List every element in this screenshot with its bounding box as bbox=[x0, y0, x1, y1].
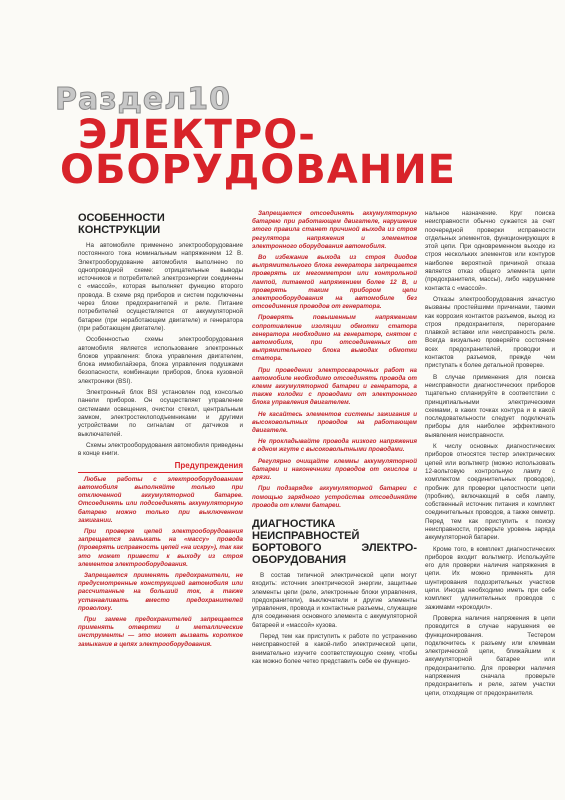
text-column-2 bbox=[252, 210, 417, 790]
warning-paragraph: Не прокладывайте провода низкого напряжения в одном жгуте с высоковольтными проводами. bbox=[252, 438, 417, 454]
warning-paragraph: Во избежание выхода из строя диодов выпрямительного блока генератора запрещается проверять их мегомметром или контрольной лампой, питаемой напряжением более 12 В, и проверять таким прибором цепи электрооборудования на автомобиле без отсоединения проводов от генератора. bbox=[252, 254, 417, 311]
chapter-title-line2: ОБОРУДОВАНИЕ bbox=[60, 147, 457, 193]
warnings-block bbox=[78, 476, 243, 649]
warnings-block-continued bbox=[252, 210, 417, 510]
paragraph: Схемы электрооборудования автомобиля приведены в конце книги. bbox=[78, 441, 243, 458]
chapter-title-line1: ЭЛЕКТРО- bbox=[78, 112, 316, 158]
warning-paragraph: При проведении электросварочных работ на автомобиле необходимо отсоединять провода от клемм аккумуляторной батареи и генератора, а также колодки с проводами от электронного блока управления двигателем. bbox=[252, 366, 417, 407]
warning-paragraph: Регулярно очищайте клеммы аккумуляторной батареи и наконечники проводов от окислов и грязи. bbox=[252, 457, 417, 482]
warning-paragraph: При подзарядке аккумуляторной батареи с помощью зарядного устройства отсоединяйте провода от клемм батареи. bbox=[252, 485, 417, 509]
paragraph: На автомобиле применено электрооборудование постоянного тока номинальным напряжением 12 В. Электрооборудование автомобиля выполнено по однопроводной схеме: отрицательные выводы источников и потребителей электроэнергии соединены с «массой», которая выполняет функцию второго провода. В схеме ряд приборов и систем подключены через блоки предохранителей и реле. Питание потребителей осуществляется от аккумуляторной батареи (при неработающем двигателе) и генератора (при работающем двигателе). bbox=[78, 242, 243, 332]
warning-paragraph: Запрещается отсоединять аккумуляторную батарею при работающем двигателе, нарушение этого правила станет причиной выхода из строя регулятора напряжения и элементов электронного оборудования автомобиля. bbox=[252, 210, 417, 250]
paragraph: Перед тем как приступить к работе по устранению неисправностей в какой-либо электрической цепи, внимательно изучите соответствующую схему, чтобы как можно более четко представить себе ее функцио- bbox=[252, 632, 417, 665]
paragraph: Кроме того, в комплект диагностических приборов входит вольтметр. Используйте его для проверки наличия напряжения в цепи. Их можно применять для шунтирования подозрительных участков цепи. Иногда необходимо иметь при себе комплект удлинительных проводов с зажимами «крокодил». bbox=[425, 545, 555, 611]
paragraph: Электронный блок BSI установлен под консолью панели приборов. Он осуществляет управление системами освещения, очистки стекол, центральным замком, электростеклоподъемниками и другими устройствами по сигналам от датчиков и выключателей. bbox=[78, 389, 243, 438]
warning-paragraph: Не касайтесь элементов системы зажигания и высоковольтных проводов на работающем двигателе. bbox=[252, 410, 417, 435]
paragraph: Отказы электрооборудования зачастую вызваны простейшими причинами, такими как коррозия контактов разъемов, выход из строя предохранителя, перегорание плавкой вставки или неисправность реле. Всегда визуально проверяйте состояние всех предохранителей, проводки и контактов разъемов, прежде чем приступать к более детальной проверке. bbox=[425, 295, 555, 370]
paragraph: К числу основных диагностических приборов относятся тестер электрических цепей или вольтметр (можно использовать 12-вольтовую контрольную лампу с комплектом соединительных проводов), пробник для проверки целостности цепи (пробник), включающий в себя лампу, собственный источник питания и комплект соединительных проводов, а также омметр. Перед тем как приступить к поиску неисправности, проверьте уровень заряда аккумуляторной батареи. bbox=[425, 443, 555, 542]
section-number: Раздел10 bbox=[55, 82, 231, 117]
warnings-title: Предупреждения bbox=[78, 462, 243, 472]
warning-paragraph: При проверке цепей электрооборудования запрещается замыкать на «массу» провода (проверять исправность цепей «на искру»), так как это может привести к выходу из строя элементов электрооборудования. bbox=[78, 527, 243, 568]
paragraph: В состав типичной электрической цепи могут входить: источник электрической энергии, защитные элементы цепи (реле, электронные блоки управления, предохранители), выключатели и другие элементы управления, провода и контактные разъемы, служащие для соединения основного элемента с аккумуляторной батареей и «массой» кузова. bbox=[252, 571, 417, 629]
heading-diagnostics: ДИАГНОСТИКА НЕИСПРАВНОСТЕЙ БОРТОВОГО ЭЛЕКТРО-ОБОРУДОВАНИЯ bbox=[252, 517, 417, 566]
heading-construction: ОСОБЕННОСТИ КОНСТРУКЦИИ bbox=[78, 212, 165, 236]
paragraph: нальное назначение. Круг поиска неисправности обычно сужается за счет поочередной проверки исправности отдельных элементов, функционирующих в этой цепи. При одновременном выходе из строя нескольких элементов или контуров наиболее вероятной причиной отказа является отказ общего элемента цепи (предохранителя, массы), либо нарушение контакта с «массой». bbox=[425, 210, 555, 292]
warning-paragraph: При замене предохранителей запрещается применять отвертки и металлические инструменты — это может вызвать короткое замыкание в цепях электрооборудования. bbox=[78, 615, 243, 648]
text-column-3 bbox=[425, 210, 555, 790]
text-column-1 bbox=[78, 210, 243, 790]
paragraph: В случае применения для поиска неисправности диагностических приборов тщательно спланируйте в соответствии с принципиальными электрическими схемами, в каких точках контура и в какой последовательности следует подключать приборы для наиболее эффективного выявления неисправности. bbox=[425, 373, 555, 439]
paragraph: Проверка наличия напряжения в цепи проводится в случае нарушения ее функционирования. Тестером подключитесь к разъему или клеммам электрической цепи, ближайшим к аккумуляторной батарее или предохранителю. Для проверки наличия напряжения сначала проверьте предохранитель и реле, затем участки цепи, отходящие от предохранителя. bbox=[425, 614, 555, 697]
paragraph: Особенностью схемы электрооборудования автомобиля является использование электронных блоков управления: блока управления двигателем, блока иммобилайзера, блока управления подушками безопасности, комбинации приборов, блока кузовной электроники (BSI). bbox=[78, 336, 243, 385]
warning-paragraph: Запрещается применять предохранители, не предусмотренные конструкцией автомобиля или рассчитанные на больший ток, а также устанавливать вместо предохранителей проволоку. bbox=[78, 571, 243, 612]
chapter-header bbox=[0, 0, 565, 210]
warning-paragraph: Проверять повышенным напряжением сопротивление изоляции обмотки статора генератора необходимо на генераторе, снятом с автомобиля, при отсоединенных от выпрямительного блока выводах обмотки статора. bbox=[252, 314, 417, 363]
warning-paragraph: Любые работы с электрооборудованием автомобиля выполняйте только при отключенной аккумуляторной батарее. Отсоединять или подсоединять аккумуляторную батарею можно только при выключенном зажигании. bbox=[78, 475, 243, 524]
